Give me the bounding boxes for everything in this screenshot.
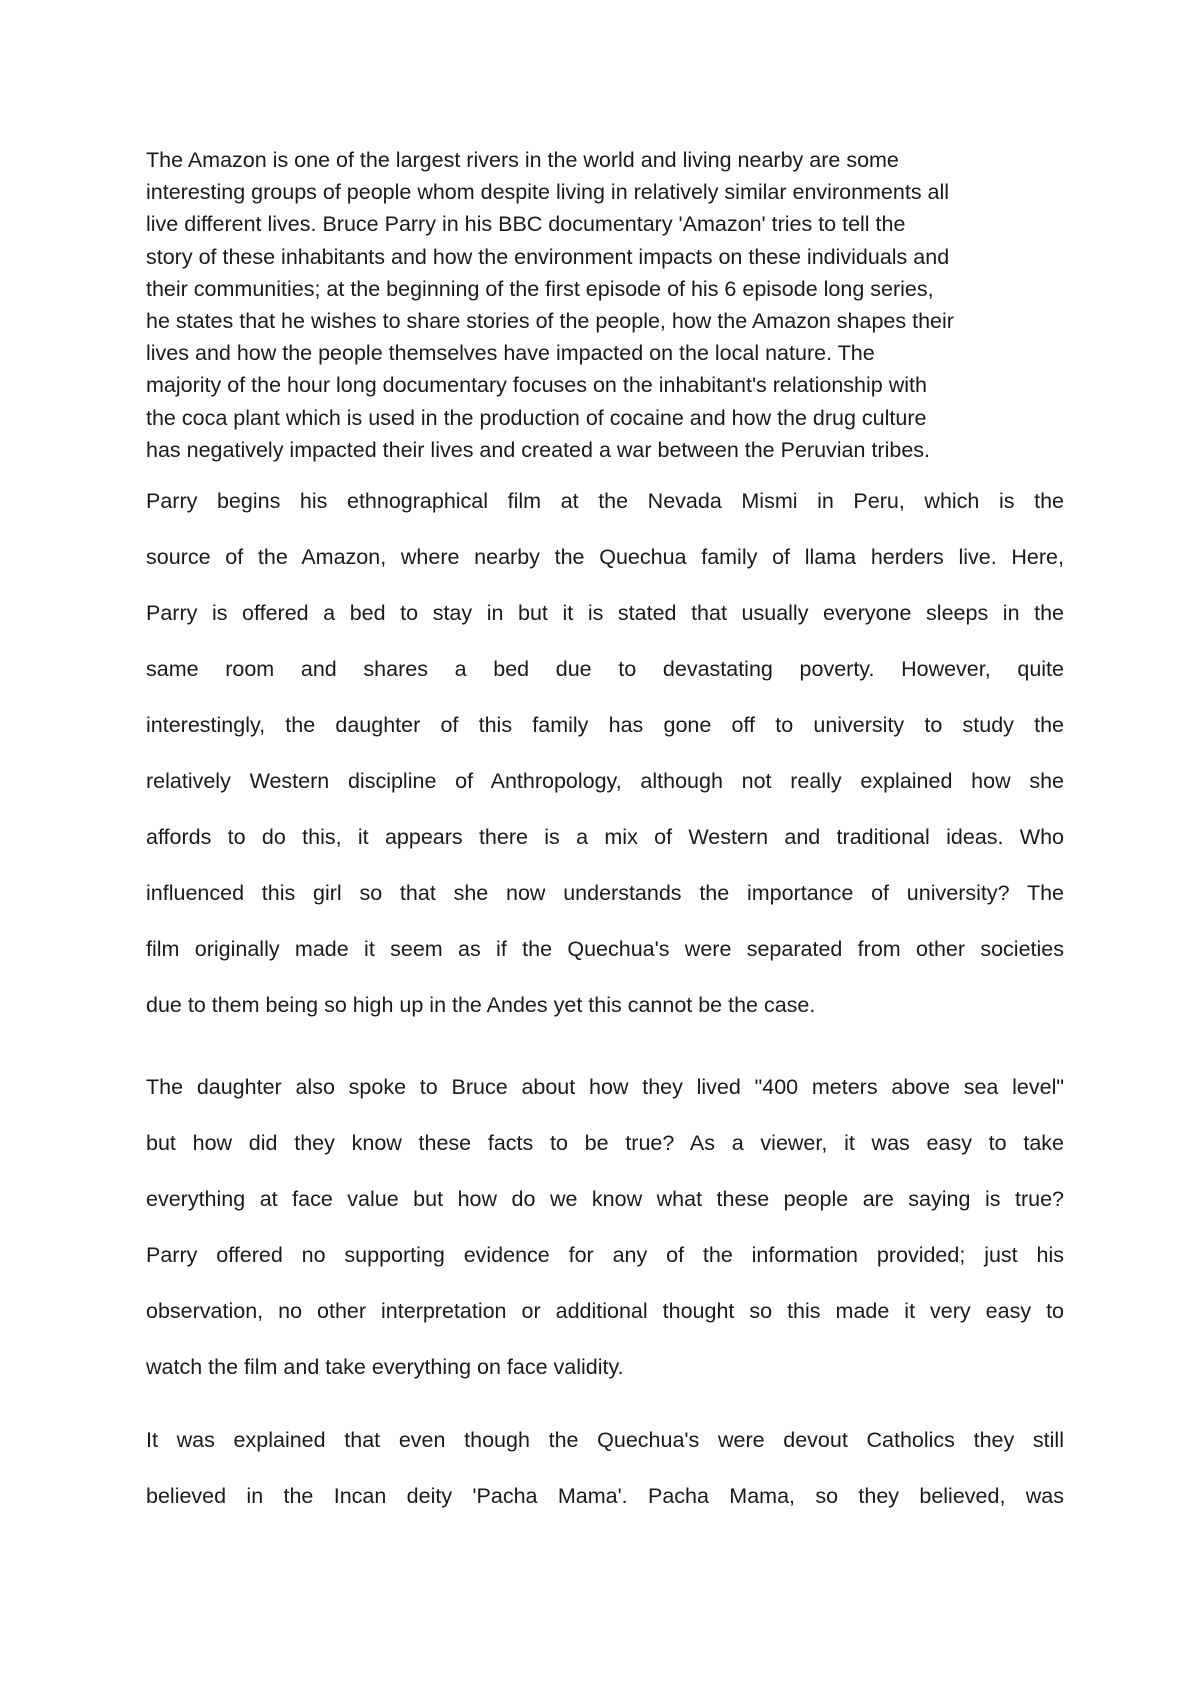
text-line: the coca plant which is used in the production of cocaine and how the drug culture <box>146 405 927 430</box>
text-line: but how did they know these facts to be true? As a viewer, it was easy to take <box>146 1131 1064 1155</box>
text-line: interesting groups of people whom despite living in relatively similar environments all <box>146 180 950 205</box>
text-line: watch the film and take everything on face validity. <box>146 1355 624 1379</box>
text-line: story of these inhabitants and how the environment impacts on these individuals and <box>146 244 950 269</box>
text-line: due to them being so high up in the Andes yet this cannot be the case. <box>146 993 816 1017</box>
text-line: film originally made it seem as if the Quechua's were separated from other societies <box>146 937 1064 961</box>
text-line: majority of the hour long documentary focuses on the inhabitant's relationship with <box>146 373 927 398</box>
paragraph-quechua-family <box>146 473 1064 1033</box>
text-line: their communities; at the beginning of the first episode of his 6 episode long series, <box>146 276 934 301</box>
text-line: he states that he wishes to share stories of the people, how the Amazon shapes their <box>146 308 954 333</box>
text-line: live different lives. Bruce Parry in his BBC documentary 'Amazon' tries to tell the <box>146 212 906 237</box>
text-line: same room and shares a bed due to devastating poverty. However, quite <box>146 657 1064 681</box>
text-line: affords to do this, it appears there is a mix of Western and traditional ideas. Who <box>146 825 1064 849</box>
text-line: relatively Western discipline of Anthropology, although not really explained how she <box>146 769 1064 793</box>
text-line: influenced this girl so that she now understands the importance of university? The <box>146 881 1064 905</box>
text-line: observation, no other interpretation or additional thought so this made it very easy to <box>146 1299 1064 1323</box>
text-line: everything at face value but how do we know what these people are saying is true? <box>146 1187 1064 1211</box>
text-line: lives and how the people themselves have impacted on the local nature. The <box>146 341 875 366</box>
text-line: Parry is offered a bed to stay in but it is stated that usually everyone sleeps in the <box>146 601 1064 625</box>
text-line: source of the Amazon, where nearby the Quechua family of llama herders live. Here, <box>146 545 1064 569</box>
text-line: has negatively impacted their lives and created a war between the Peruvian tribes. <box>146 437 930 462</box>
text-line: Parry begins his ethnographical film at the Nevada Mismi in Peru, which is the <box>146 489 1064 513</box>
text-line: believed in the Incan deity 'Pacha Mama'. Pacha Mama, so they believed, was <box>146 1484 1064 1508</box>
paragraph-intro <box>146 144 1064 466</box>
text-line: The daughter also spoke to Bruce about how they lived "400 meters above sea level" <box>146 1075 1064 1099</box>
text-line: interestingly, the daughter of this family has gone off to university to study the <box>146 713 1064 737</box>
text-line: The Amazon is one of the largest rivers in the world and living nearby are some <box>146 148 899 172</box>
text-line: Parry offered no supporting evidence for any of the information provided; just his <box>146 1243 1064 1267</box>
paragraph-pacha-mama <box>146 1412 1064 1524</box>
text-line: It was explained that even though the Quechua's were devout Catholics they still <box>146 1428 1064 1452</box>
paragraph-evidence <box>146 1059 1064 1395</box>
